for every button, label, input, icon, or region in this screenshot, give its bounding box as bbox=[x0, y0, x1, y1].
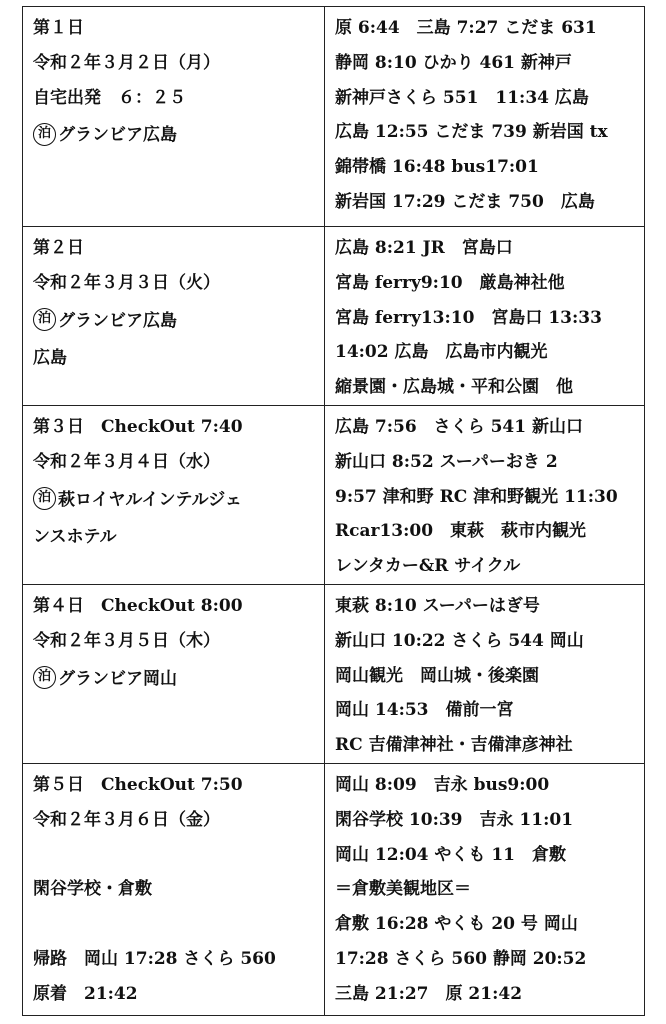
schedule-line: 広島 7:56 さくら 541 新山口 bbox=[335, 416, 584, 437]
schedule-line: 倉敷 16:28 やくも 20 号 岡山 bbox=[335, 914, 578, 935]
schedule-line: ＝倉敷美観地区＝ bbox=[335, 879, 471, 900]
schedule-line: 東萩 8:10 スーパーはぎ号 bbox=[335, 595, 540, 616]
schedule-line: 広島 8:21 JR 宮島口 bbox=[335, 238, 513, 258]
day-2-schedule-cell bbox=[325, 227, 645, 406]
day-1-hotel-name: グランビア広島 bbox=[58, 125, 177, 146]
day-5-spacer bbox=[33, 838, 324, 873]
day-3-hotel-cont: ンスホテル bbox=[33, 526, 117, 547]
schedule-line: 新山口 10:22 さくら 544 岡山 bbox=[335, 630, 584, 651]
schedule-line: 閑谷学校 10:39 吉永 11:01 bbox=[335, 809, 574, 830]
overnight-stay-icon: 泊 bbox=[33, 487, 56, 510]
day-4-summary-cell bbox=[23, 584, 325, 763]
day-2-note: 広島 bbox=[33, 347, 67, 368]
day-row-5 bbox=[23, 763, 645, 1015]
day-4-hotel-name: グランビア岡山 bbox=[58, 668, 177, 689]
day-2-label: 第２日 bbox=[33, 238, 84, 258]
overnight-stay-icon: 泊 bbox=[33, 123, 56, 146]
day-4-hotel bbox=[33, 659, 324, 699]
day-row-2 bbox=[23, 227, 645, 406]
schedule-line: 岡山観光 岡山城・後楽園 bbox=[335, 665, 539, 686]
day-3-summary-cell bbox=[23, 405, 325, 584]
day-4-schedule-cell bbox=[325, 584, 645, 763]
day-5-schedule-cell bbox=[325, 763, 645, 1015]
day-5-label: 第５日 CheckOut 7:50 bbox=[33, 774, 243, 795]
day-4-label: 第４日 CheckOut 8:00 bbox=[33, 595, 243, 616]
day-5-date: 令和２年３月６日（金） bbox=[33, 809, 220, 830]
schedule-line: 錦帯橋 16:48 bus17:01 bbox=[335, 157, 539, 178]
day-3-hotel bbox=[33, 480, 324, 520]
day-3-hotel-name: 萩ロイヤルインテルジェ bbox=[58, 489, 242, 510]
schedule-line: 14:02 広島 広島市内観光 bbox=[335, 342, 548, 363]
day-2-summary-cell bbox=[23, 227, 325, 406]
schedule-line: Rcar13:00 東萩 萩市内観光 bbox=[335, 521, 587, 542]
day-row-4 bbox=[23, 584, 645, 763]
day-row-1 bbox=[23, 7, 645, 227]
schedule-line: 岡山 14:53 備前一宮 bbox=[335, 700, 514, 721]
itinerary-table bbox=[22, 6, 645, 1016]
schedule-line: 静岡 8:10 ひかり 461 新神戸 bbox=[335, 52, 572, 73]
schedule-line: 新山口 8:52 スーパーおき 2 bbox=[335, 451, 558, 472]
schedule-line: 宮島 ferry13:10 宮島口 13:33 bbox=[335, 307, 602, 328]
day-5-spacer bbox=[33, 907, 324, 942]
day-1-hotel bbox=[33, 115, 324, 155]
day-1-label: 第１日 bbox=[33, 18, 84, 38]
schedule-line: 17:28 さくら 560 静岡 20:52 bbox=[335, 948, 587, 969]
schedule-line: 宮島 ferry9:10 厳島神社他 bbox=[335, 272, 565, 293]
overnight-stay-icon: 泊 bbox=[33, 666, 56, 689]
schedule-line: 新岩国 17:29 こだま 750 広島 bbox=[335, 191, 595, 212]
day-2-hotel bbox=[33, 301, 324, 341]
schedule-line: 原 6:44 三島 7:27 こだま 631 bbox=[335, 18, 597, 38]
overnight-stay-icon: 泊 bbox=[33, 308, 56, 331]
day-5-visit: 閑谷学校・倉敷 bbox=[33, 879, 152, 900]
day-1-date: 令和２年３月２日（月） bbox=[33, 52, 220, 73]
day-2-hotel-name: グランビア広島 bbox=[58, 310, 177, 331]
schedule-line: 縮景園・広島城・平和公園 他 bbox=[335, 377, 573, 398]
day-row-3 bbox=[23, 405, 645, 584]
day-3-label: 第３日 CheckOut 7:40 bbox=[33, 416, 243, 437]
schedule-line: 岡山 8:09 吉永 bus9:00 bbox=[335, 774, 550, 795]
schedule-line: 広島 12:55 こだま 739 新岩国 tx bbox=[335, 122, 608, 143]
day-3-schedule-cell bbox=[325, 405, 645, 584]
day-1-schedule-cell bbox=[325, 7, 645, 227]
day-1-departure: 自宅出発 ６：２５ bbox=[33, 87, 186, 108]
schedule-line: 岡山 12:04 やくも 11 倉敷 bbox=[335, 844, 567, 865]
schedule-line: レンタカー&R サイクル bbox=[335, 556, 521, 577]
day-1-summary-cell bbox=[23, 7, 325, 227]
day-5-return: 帰路 岡山 17:28 さくら 560 bbox=[33, 948, 276, 969]
day-5-arrival: 原着 21:42 bbox=[33, 983, 138, 1004]
day-2-date: 令和２年３月３日（火） bbox=[33, 272, 220, 293]
day-3-date: 令和２年３月４日（水） bbox=[33, 451, 220, 472]
schedule-line: 9:57 津和野 RC 津和野観光 11:30 bbox=[335, 486, 618, 507]
day-4-date: 令和２年３月５日（木） bbox=[33, 630, 220, 651]
schedule-line: RC 吉備津神社・吉備津彦神社 bbox=[335, 735, 573, 756]
schedule-line: 新神戸さくら 551 11:34 広島 bbox=[335, 87, 589, 108]
schedule-line: 三島 21:27 原 21:42 bbox=[335, 983, 523, 1004]
day-5-summary-cell bbox=[23, 763, 325, 1015]
